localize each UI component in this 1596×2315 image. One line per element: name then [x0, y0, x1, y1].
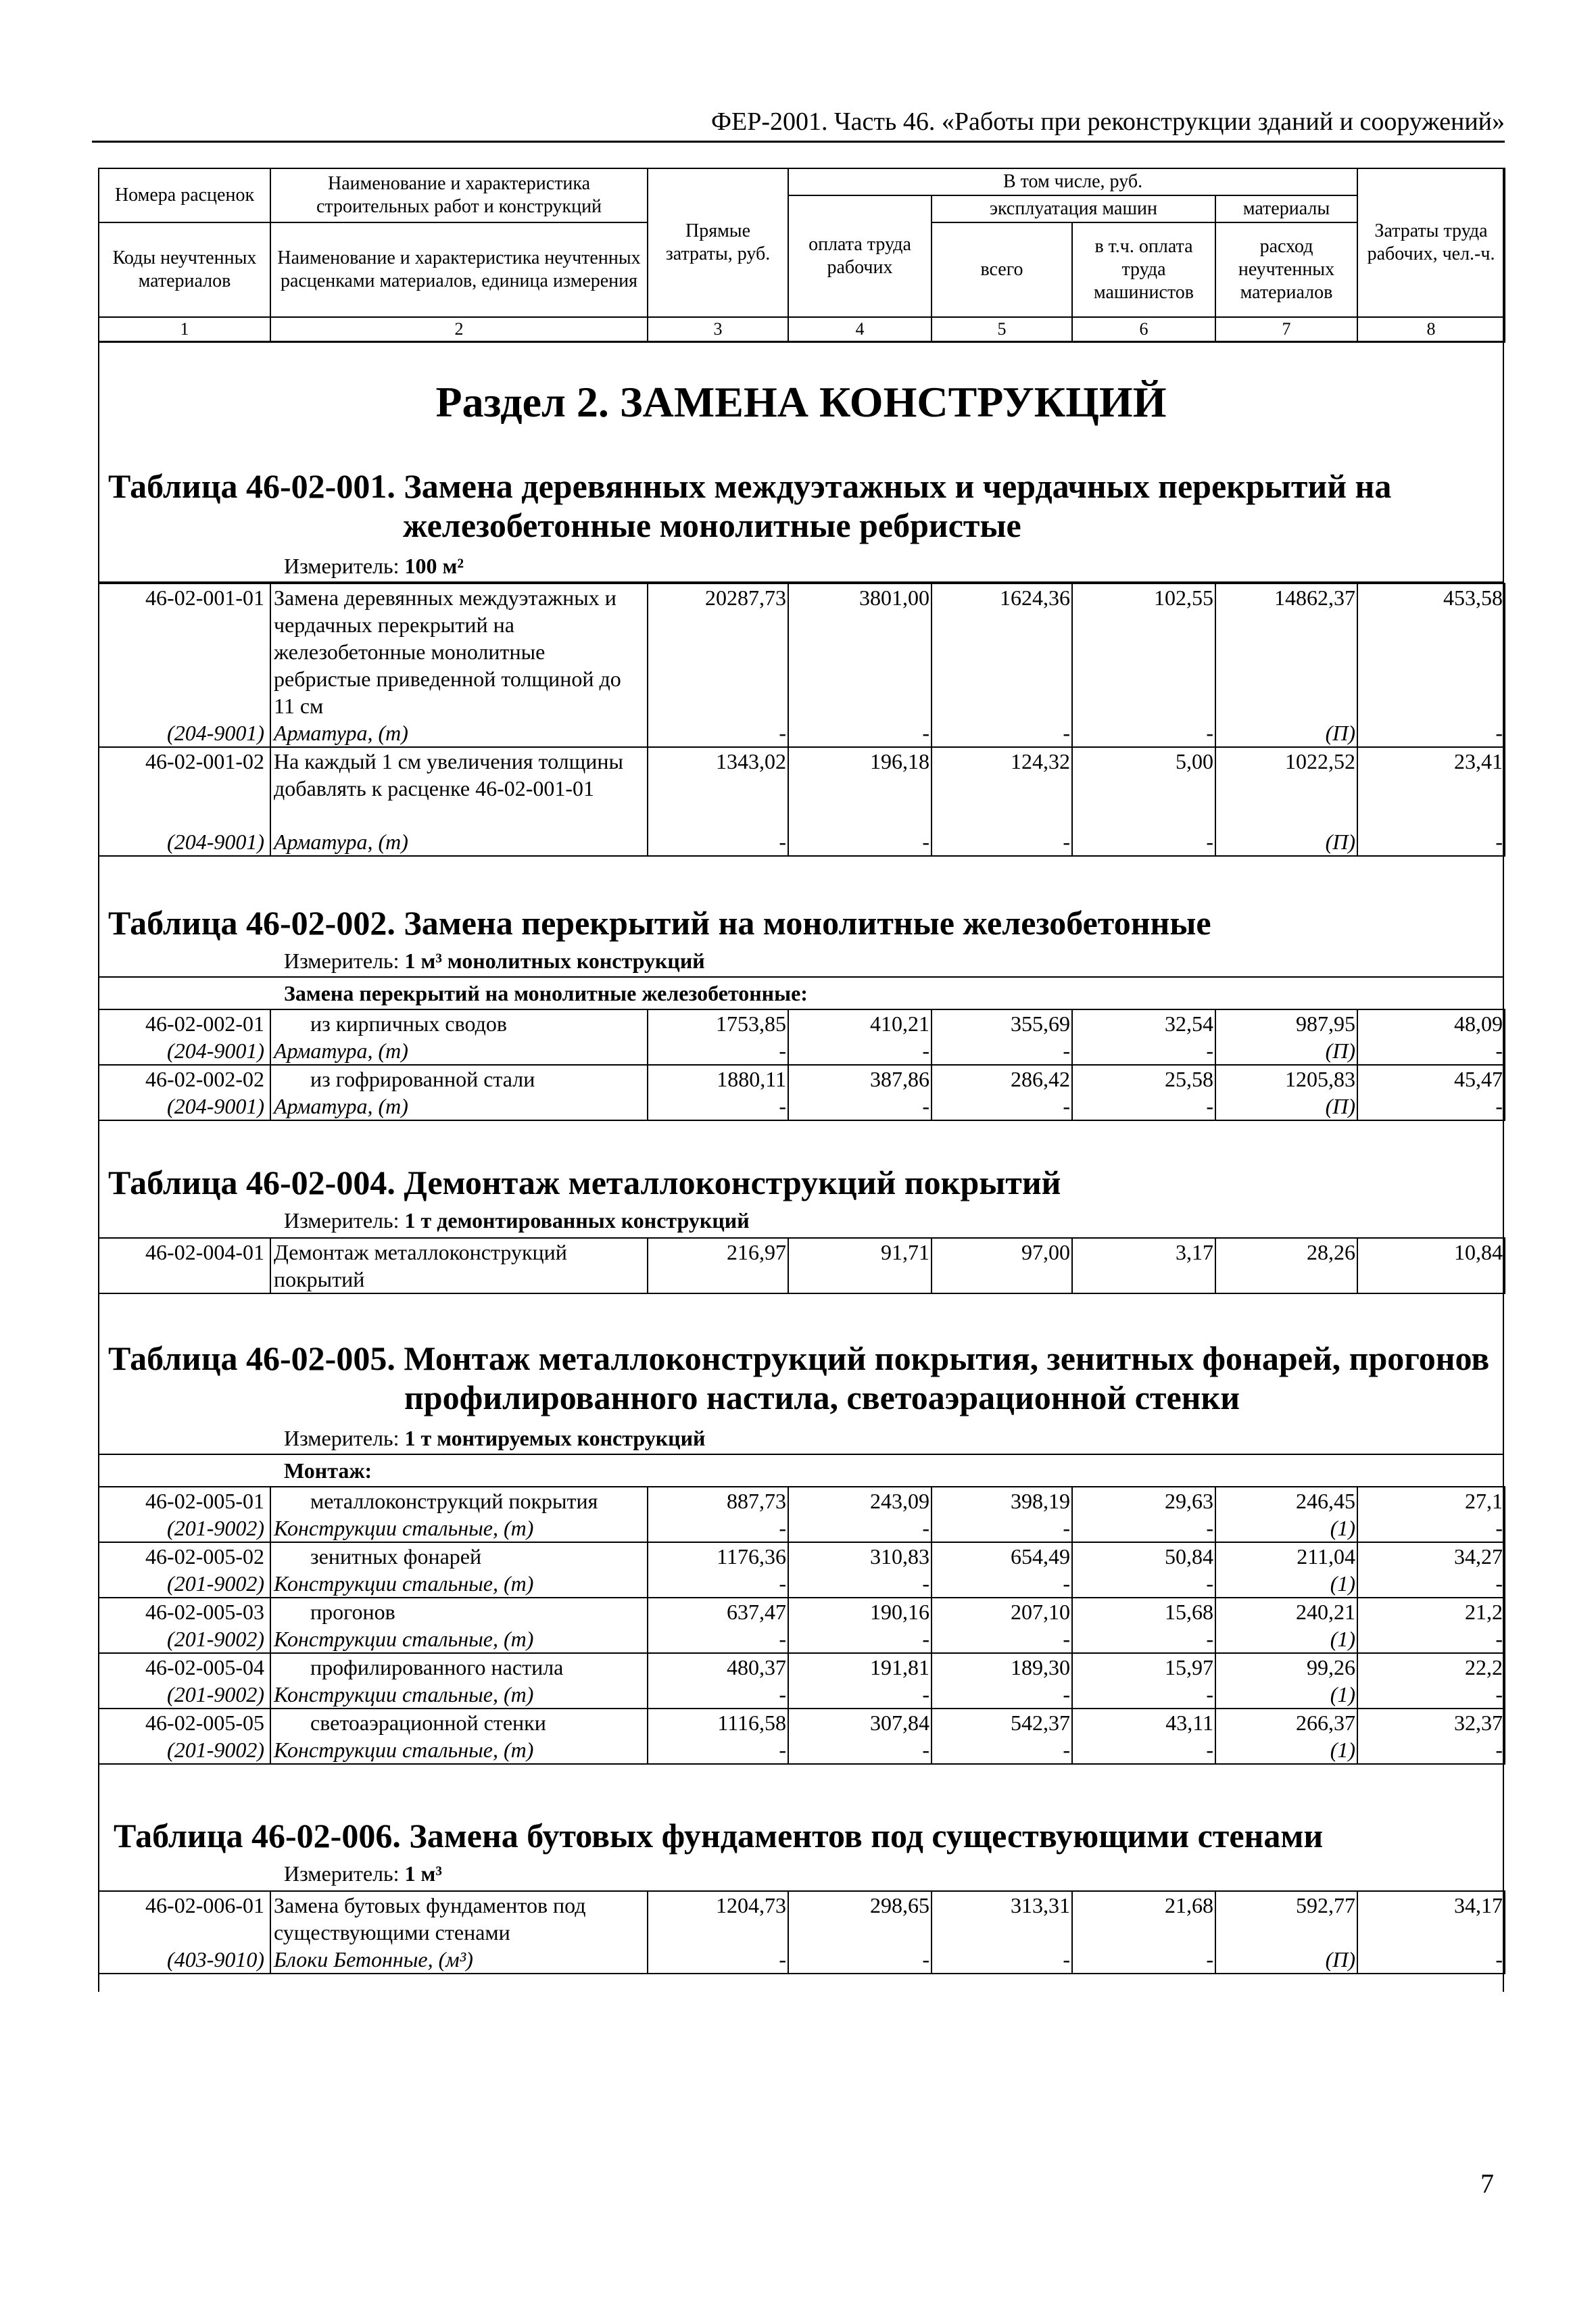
value-cell: 1022,52	[1215, 747, 1357, 828]
material-name: Конструкции стальные, (т)	[270, 1570, 648, 1598]
value-cell: 20287,73	[648, 583, 788, 719]
material-row	[99, 828, 1505, 856]
rate-code: 46-02-002-02	[99, 1065, 270, 1093]
value-cell: 29,63	[1072, 1487, 1215, 1514]
material-code: (201-9002)	[99, 1570, 270, 1598]
value-cell: 27,1	[1357, 1487, 1505, 1514]
value-cell: 190,16	[788, 1598, 932, 1625]
value-cell: 196,18	[788, 747, 932, 828]
value-cell: (П)	[1215, 1946, 1357, 1974]
measure-unit	[284, 948, 705, 974]
value-cell: 97,00	[932, 1238, 1072, 1293]
material-name: Арматура, (т)	[270, 719, 648, 747]
value-cell: 637,47	[648, 1598, 788, 1625]
material-name: Конструкции стальные, (т)	[270, 1736, 648, 1764]
material-name: Конструкции стальные, (т)	[270, 1514, 648, 1542]
value-cell: 1624,36	[932, 583, 1072, 719]
material-row	[99, 1681, 1505, 1709]
table-title	[108, 1339, 1504, 1417]
value-cell: 887,73	[648, 1487, 788, 1514]
value-cell: (1)	[1215, 1736, 1357, 1764]
value-cell: 453,58	[1357, 583, 1505, 719]
header-name-bottom: Наименование и характеристика неучтенных расценками материалов, единица измерения	[270, 222, 648, 317]
table-title-line: Таблица 46-02-004. Демонтаж металлоконструкций покрытий	[108, 1164, 1061, 1201]
value-cell: 21,2	[1357, 1598, 1505, 1625]
material-name: Арматура, (т)	[270, 1093, 648, 1120]
value-cell: 480,37	[648, 1653, 788, 1681]
value-cell: 266,37	[1215, 1709, 1357, 1736]
running-title: ФЕР-2001. Часть 46. «Работы при реконструкции зданий и сооружений»	[710, 108, 1505, 136]
rates-table-body	[99, 1487, 1505, 1764]
rate-code: 46-02-005-03	[99, 1598, 270, 1625]
value-cell: 243,09	[788, 1487, 932, 1514]
value-cell: -	[1357, 1736, 1505, 1764]
header-codes-bottom: Коды неучтенных материалов	[99, 222, 270, 317]
value-cell: 1204,73	[648, 1891, 788, 1946]
value-cell: -	[932, 1736, 1072, 1764]
material-name: Конструкции стальные, (т)	[270, 1625, 648, 1653]
value-cell: 410,21	[788, 1009, 932, 1037]
material-code: (201-9002)	[99, 1736, 270, 1764]
table-row	[99, 1009, 1505, 1037]
value-cell: (1)	[1215, 1570, 1357, 1598]
value-cell: (П)	[1215, 719, 1357, 747]
value-cell: (1)	[1215, 1681, 1357, 1709]
column-number: 8	[1357, 317, 1505, 342]
rates-table-46-02-002	[98, 1009, 1505, 1121]
column-number: 2	[270, 317, 648, 342]
measure-value: 1 м³	[404, 1861, 442, 1886]
value-cell: -	[1357, 1514, 1505, 1542]
header-name-top: Наименование и характеристика строительных работ и конструкций	[270, 168, 648, 222]
work-name: светоаэрационной стенки	[270, 1709, 648, 1736]
value-cell: -	[1072, 1514, 1215, 1542]
section-title: Раздел 2. ЗАМЕНА КОНСТРУКЦИЙ	[435, 378, 1167, 426]
value-cell: 189,30	[932, 1653, 1072, 1681]
value-cell: -	[648, 1736, 788, 1764]
value-cell: -	[932, 1946, 1072, 1974]
value-cell: 50,84	[1072, 1542, 1215, 1570]
value-cell: -	[788, 1736, 932, 1764]
value-cell: 387,86	[788, 1065, 932, 1093]
table-row	[99, 1709, 1505, 1736]
value-cell: -	[1072, 1946, 1215, 1974]
measure-value: 1 т монтируемых конструкций	[404, 1426, 706, 1450]
column-number: 6	[1072, 317, 1215, 342]
value-cell: -	[648, 1570, 788, 1598]
value-cell: 1116,58	[648, 1709, 788, 1736]
value-cell: -	[648, 1037, 788, 1065]
value-cell: 286,42	[932, 1065, 1072, 1093]
value-cell: -	[1357, 719, 1505, 747]
material-row	[99, 1570, 1505, 1598]
value-cell: -	[932, 1037, 1072, 1065]
measure-value: 1 м³ монолитных конструкций	[404, 949, 705, 973]
value-cell: -	[648, 1946, 788, 1974]
value-cell: (1)	[1215, 1514, 1357, 1542]
value-cell: 43,11	[1072, 1709, 1215, 1736]
material-name: Конструкции стальные, (т)	[270, 1681, 648, 1709]
rate-code: 46-02-002-01	[99, 1009, 270, 1037]
column-number: 1	[99, 317, 270, 342]
value-cell: 246,45	[1215, 1487, 1357, 1514]
material-row	[99, 1037, 1505, 1065]
value-cell: 1343,02	[648, 747, 788, 828]
rate-code: 46-02-001-02	[99, 747, 270, 828]
table-row	[99, 1065, 1505, 1093]
value-cell: 25,58	[1072, 1065, 1215, 1093]
material-code: (403-9010)	[99, 1946, 270, 1974]
material-code: (204-9001)	[99, 719, 270, 747]
value-cell: -	[932, 1514, 1072, 1542]
material-name: Блоки Бетонные, (м³)	[270, 1946, 648, 1974]
work-name: Замена бутовых фундаментов под существующими стенами	[270, 1891, 648, 1946]
measure-unit	[284, 1861, 442, 1886]
value-cell: 542,37	[932, 1709, 1072, 1736]
work-name: профилированного настила	[270, 1653, 648, 1681]
table-title-line: Таблица 46-02-006. Замена бутовых фундаментов под существующими стенами	[114, 1817, 1324, 1855]
material-row	[99, 1093, 1505, 1120]
measure-value: 1 т демонтированных конструкций	[404, 1208, 750, 1233]
value-cell: -	[788, 1093, 932, 1120]
material-code: (201-9002)	[99, 1514, 270, 1542]
table-row	[99, 1487, 1505, 1514]
rate-code: 46-02-005-01	[99, 1487, 270, 1514]
value-cell: 15,68	[1072, 1598, 1215, 1625]
value-cell: 3801,00	[788, 583, 932, 719]
work-name: металлоконструкций покрытия	[270, 1487, 648, 1514]
work-name: из кирпичных сводов	[270, 1009, 648, 1037]
header-materials: материалы	[1215, 195, 1357, 222]
material-code: (201-9002)	[99, 1681, 270, 1709]
value-cell: 298,65	[788, 1891, 932, 1946]
header-wages: оплата труда рабочих	[788, 195, 932, 317]
measure-unit	[284, 1425, 705, 1451]
value-cell: 32,54	[1072, 1009, 1215, 1037]
value-cell: -	[1072, 1736, 1215, 1764]
value-cell: (П)	[1215, 1093, 1357, 1120]
rates-table-46-02-001	[98, 583, 1505, 857]
header-material-usage: расход неучтенных материалов	[1215, 222, 1357, 317]
value-cell: -	[1072, 1037, 1215, 1065]
value-cell: 48,09	[1357, 1009, 1505, 1037]
value-cell: 355,69	[932, 1009, 1072, 1037]
value-cell: 1753,85	[648, 1009, 788, 1037]
material-row	[99, 1625, 1505, 1653]
table-row	[99, 1598, 1505, 1625]
rates-table-46-02-005	[98, 1486, 1505, 1765]
value-cell: 654,49	[932, 1542, 1072, 1570]
value-cell: -	[1357, 1570, 1505, 1598]
rates-table-46-02-004	[98, 1237, 1505, 1294]
value-cell: -	[648, 1514, 788, 1542]
value-cell: 34,17	[1357, 1891, 1505, 1946]
value-cell: 307,84	[788, 1709, 932, 1736]
value-cell: -	[648, 1093, 788, 1120]
value-cell: -	[788, 1514, 932, 1542]
value-cell: -	[932, 719, 1072, 747]
value-cell: 15,97	[1072, 1653, 1215, 1681]
table-title	[108, 1163, 1504, 1202]
value-cell: -	[1072, 1570, 1215, 1598]
value-cell: -	[648, 1625, 788, 1653]
header-operator-wages: в т.ч. оплата труда машинистов	[1072, 222, 1215, 317]
measure-label: Измеритель:	[284, 554, 400, 578]
measure-label: Измеритель:	[284, 1861, 400, 1886]
value-cell: 10,84	[1357, 1238, 1505, 1293]
value-cell: 987,95	[1215, 1009, 1357, 1037]
value-cell: 191,81	[788, 1653, 932, 1681]
table-subheading: Монтаж:	[284, 1458, 372, 1483]
table-row	[99, 1542, 1505, 1570]
column-header-table	[98, 168, 1505, 343]
value-cell: -	[932, 1570, 1072, 1598]
material-code: (204-9001)	[99, 1037, 270, 1065]
rate-code: 46-02-001-01	[99, 583, 270, 719]
value-cell: 91,71	[788, 1238, 932, 1293]
rate-code: 46-02-005-02	[99, 1542, 270, 1570]
value-cell: 45,47	[1357, 1065, 1505, 1093]
value-cell: -	[1072, 1625, 1215, 1653]
table-title-line: Таблица 46-02-001. Замена деревянных междуэтажных и чердачных перекрытий на	[108, 467, 1392, 505]
header-rule	[92, 141, 1505, 143]
value-cell: 1880,11	[648, 1065, 788, 1093]
value-cell: 313,31	[932, 1891, 1072, 1946]
value-cell: -	[932, 1625, 1072, 1653]
value-cell: 22,2	[1357, 1653, 1505, 1681]
table-title	[108, 467, 1504, 545]
material-code: (204-9001)	[99, 1093, 270, 1120]
value-cell: 28,26	[1215, 1238, 1357, 1293]
material-code: (201-9002)	[99, 1625, 270, 1653]
value-cell: -	[1357, 1037, 1505, 1065]
value-cell: -	[1072, 828, 1215, 856]
rate-code: 46-02-006-01	[99, 1891, 270, 1946]
measure-unit	[284, 1208, 750, 1233]
measure-value: 100 м²	[404, 554, 464, 578]
work-name: Замена деревянных междуэтажных и чердачных перекрытий на железобетонные монолитные ребристые приведенной толщиной до 11 см	[270, 583, 648, 719]
value-cell: 1205,83	[1215, 1065, 1357, 1093]
table-top-rule	[98, 1454, 1504, 1455]
table-row	[99, 1238, 1505, 1293]
table-title-line: Таблица 46-02-005. Монтаж металлоконструкций покрытия, зенитных фонарей, прогонов	[108, 1339, 1490, 1377]
value-cell: 14862,37	[1215, 583, 1357, 719]
table-title-line: Таблица 46-02-002. Замена перекрытий на монолитные железобетонные	[108, 904, 1211, 942]
value-cell: -	[788, 1037, 932, 1065]
rate-code: 46-02-005-05	[99, 1709, 270, 1736]
rate-code: 46-02-005-04	[99, 1653, 270, 1681]
value-cell: 207,10	[932, 1598, 1072, 1625]
header-including-group: В том числе, руб.	[788, 168, 1357, 195]
page-number: 7	[1480, 2168, 1494, 2199]
material-row	[99, 719, 1505, 747]
column-number: 7	[1215, 317, 1357, 342]
work-name: На каждый 1 см увеличения толщины добавлять к расценке 46-02-001-01	[270, 747, 648, 828]
value-cell: 34,27	[1357, 1542, 1505, 1570]
measure-label: Измеритель:	[284, 1426, 400, 1450]
value-cell: -	[1357, 1625, 1505, 1653]
material-row	[99, 1514, 1505, 1542]
value-cell: -	[1357, 828, 1505, 856]
column-number: 3	[648, 317, 788, 342]
value-cell: -	[648, 828, 788, 856]
measure-unit	[284, 553, 464, 579]
table-row	[99, 1653, 1505, 1681]
rate-code: 46-02-004-01	[99, 1238, 270, 1293]
work-name: зенитных фонарей	[270, 1542, 648, 1570]
value-cell: -	[932, 1093, 1072, 1120]
material-row	[99, 1736, 1505, 1764]
value-cell: -	[788, 1625, 932, 1653]
header-direct-costs: Прямые затраты, руб.	[648, 168, 788, 317]
value-cell: -	[788, 719, 932, 747]
value-cell: (П)	[1215, 1037, 1357, 1065]
rates-table-46-02-006	[98, 1890, 1505, 1974]
value-cell: 211,04	[1215, 1542, 1357, 1570]
value-cell: 5,00	[1072, 747, 1215, 828]
value-cell: -	[1072, 719, 1215, 747]
header-machines-total: всего	[932, 222, 1072, 317]
value-cell: 23,41	[1357, 747, 1505, 828]
value-cell: 124,32	[932, 747, 1072, 828]
value-cell: -	[648, 719, 788, 747]
value-cell: 1176,36	[648, 1542, 788, 1570]
column-number: 4	[788, 317, 932, 342]
value-cell: 216,97	[648, 1238, 788, 1293]
value-cell: -	[788, 1570, 932, 1598]
material-row	[99, 1946, 1505, 1974]
header-machines: эксплуатация машин	[932, 195, 1215, 222]
value-cell: -	[788, 828, 932, 856]
work-name: прогонов	[270, 1598, 648, 1625]
measure-label: Измеритель:	[284, 949, 400, 973]
table-title	[114, 1816, 1504, 1855]
table-subheading: Замена перекрытий на монолитные железобетонные:	[284, 981, 808, 1005]
measure-label: Измеритель:	[284, 1208, 400, 1233]
value-cell: 398,19	[932, 1487, 1072, 1514]
table-row	[99, 1891, 1505, 1946]
value-cell: -	[788, 1681, 932, 1709]
table-top-rule	[98, 976, 1504, 978]
table-row	[99, 583, 1505, 719]
value-cell: -	[1357, 1946, 1505, 1974]
table-title-continuation: железобетонные монолитные ребристые	[403, 506, 1021, 544]
table-row	[99, 747, 1505, 828]
value-cell: -	[1357, 1093, 1505, 1120]
value-cell: -	[1072, 1093, 1215, 1120]
value-cell: 102,55	[1072, 583, 1215, 719]
value-cell: 592,77	[1215, 1891, 1357, 1946]
value-cell: -	[932, 828, 1072, 856]
value-cell: 310,83	[788, 1542, 932, 1570]
value-cell: 21,68	[1072, 1891, 1215, 1946]
value-cell: 240,21	[1215, 1598, 1357, 1625]
header-labor-hours: Затраты труда рабочих, чел.-ч.	[1357, 168, 1505, 317]
material-name: Арматура, (т)	[270, 828, 648, 856]
value-cell: 32,37	[1357, 1709, 1505, 1736]
table-title	[108, 903, 1504, 942]
value-cell: -	[648, 1681, 788, 1709]
work-name: из гофрированной стали	[270, 1065, 648, 1093]
column-number: 5	[932, 317, 1072, 342]
material-name: Арматура, (т)	[270, 1037, 648, 1065]
value-cell: -	[1357, 1681, 1505, 1709]
value-cell: -	[932, 1681, 1072, 1709]
work-name: Демонтаж металлоконструкций покрытий	[270, 1238, 648, 1293]
value-cell: (1)	[1215, 1625, 1357, 1653]
value-cell: (П)	[1215, 828, 1357, 856]
value-cell: -	[1072, 1681, 1215, 1709]
table-title-continuation: профилированного настила, светоаэрационной стенки	[404, 1379, 1240, 1416]
value-cell: 99,26	[1215, 1653, 1357, 1681]
header-codes-top: Номера расценок	[99, 168, 270, 222]
value-cell: -	[788, 1946, 932, 1974]
value-cell: 3,17	[1072, 1238, 1215, 1293]
material-code: (204-9001)	[99, 828, 270, 856]
